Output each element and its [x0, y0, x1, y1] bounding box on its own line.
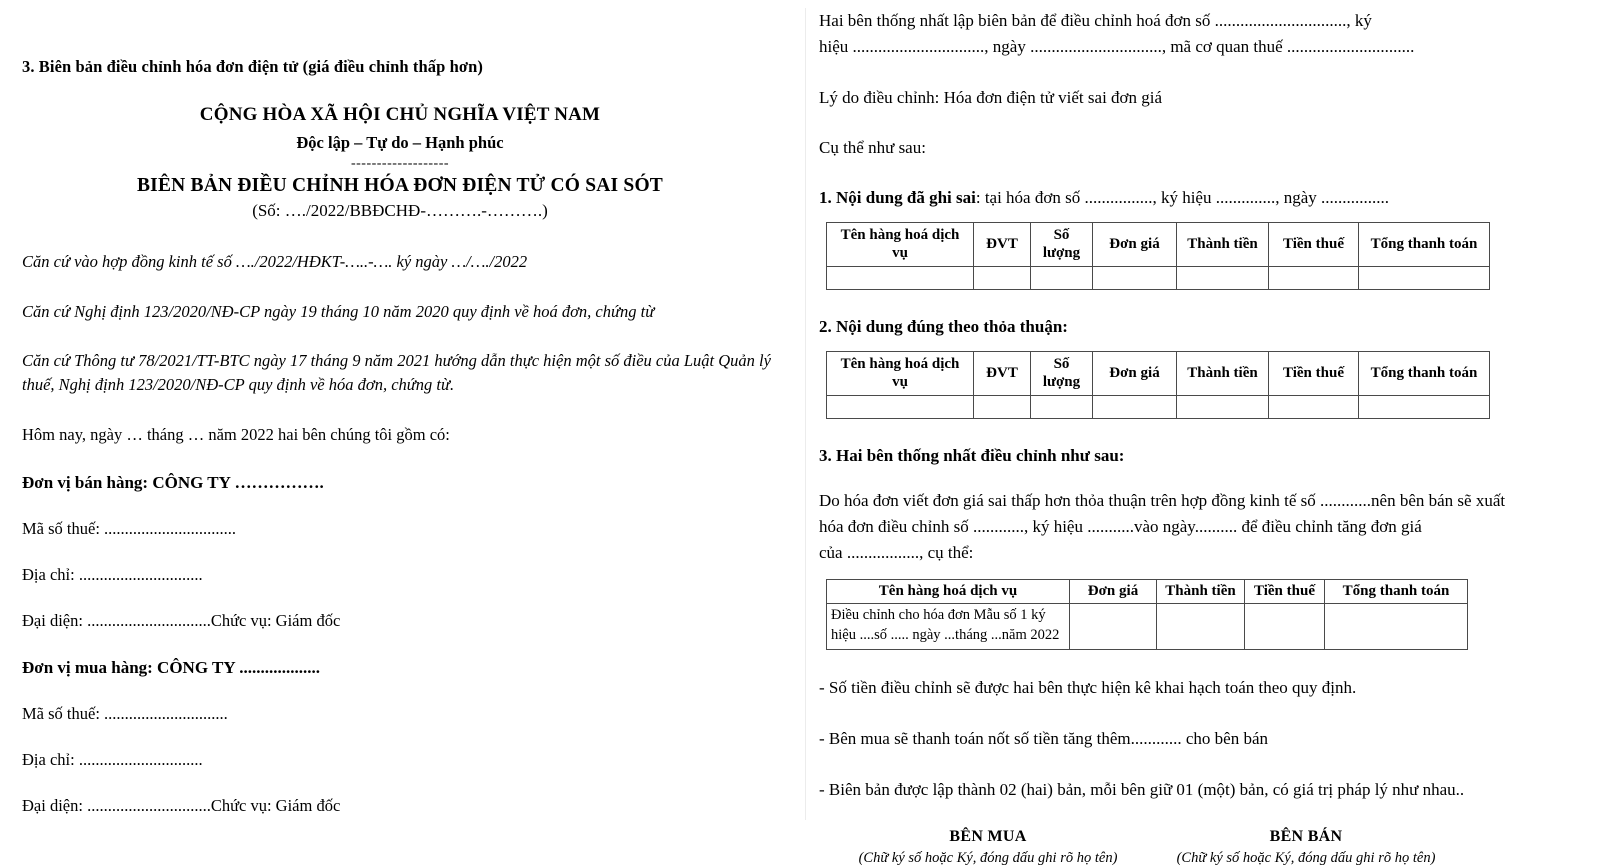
page-title: BIÊN BẢN ĐIỀU CHỈNH HÓA ĐƠN ĐIỆN TỬ CÓ SAI SÓT — [136, 175, 664, 197]
table-row — [827, 267, 1490, 290]
reason-line: Lý do điều chỉnh: Hóa đơn điện tử viết sai đơn giá — [819, 87, 1163, 107]
table-cell — [1177, 267, 1269, 290]
table-cell — [1269, 396, 1359, 419]
column-header: Thành tiền — [1177, 223, 1269, 267]
section-1-heading — [819, 188, 1586, 208]
table-cell — [1031, 267, 1093, 290]
column-header: Tiền thuế — [1269, 223, 1359, 267]
detail-intro-line: Cụ thể như sau: — [819, 138, 926, 158]
table-cell — [1359, 267, 1490, 290]
table-cell — [1269, 267, 1359, 290]
column-header: Thành tiền — [1177, 352, 1269, 396]
table-row — [827, 604, 1468, 650]
column-header: Thành tiền — [1157, 579, 1245, 604]
column-header: Số lượng — [1031, 352, 1093, 396]
separator-dashes: ------------------- — [350, 156, 450, 171]
signature-row — [819, 828, 1586, 867]
table-cell — [827, 396, 974, 419]
section-3-heading: 3. Hai bên thống nhất điều chỉnh như sau: — [819, 446, 1125, 466]
column-header: Đơn giá — [1093, 223, 1177, 267]
buyer-address: Địa chỉ: .............................. — [22, 750, 203, 770]
column-header: ĐVT — [974, 223, 1031, 267]
buyer-party-line: Đơn vị mua hàng: CÔNG TY ................... — [22, 658, 320, 678]
seller-representative: Đại diện: ..............................Chức vụ: Giám đốc — [22, 611, 341, 631]
section-3-table — [826, 579, 1468, 651]
column-header: Tổng thanh toán — [1325, 579, 1468, 604]
section-3-body-line-1: Do hóa đơn viết đơn giá sai thấp hơn thỏa thuận trên hợp đồng kinh tế số ............nên bên bán sẽ xuất — [819, 491, 1506, 511]
section-heading: 3. Biên bản điều chỉnh hóa đơn điện tử (giá điều chỉnh thấp hơn) — [22, 57, 483, 76]
table-cell — [1359, 396, 1490, 419]
table-cell — [1093, 396, 1177, 419]
document-header-block — [22, 104, 778, 221]
section-3-body-line-3: của ................., cụ thể: — [819, 542, 974, 562]
section-1-rest: : tại hóa đơn số ................, ký hiệu .............., ngày ................ — [975, 188, 1390, 208]
table-cell-item-description: Điều chỉnh cho hóa đơn Mẫu số 1 ký hiệu ....số ..... ngày ...tháng ...năm 2022 — [827, 604, 1070, 650]
buyer-representative: Đại diện: ..............................Chức vụ: Giám đốc — [22, 796, 341, 816]
column-header: Số lượng — [1031, 223, 1093, 267]
table-cell — [1070, 604, 1157, 650]
buyer-tax-code: Mã số thuế: .............................. — [22, 704, 228, 724]
section-1-label: 1. Nội dung đã ghi sai — [819, 188, 976, 208]
seller-party-line: Đơn vị bán hàng: CÔNG TY ……………. — [22, 473, 324, 493]
document-number: (Số: …./2022/BBĐCHĐ-……….-……….) — [252, 201, 548, 221]
bullet-item: - Bên mua sẽ thanh toán nốt số tiền tăng thêm............ cho bên bán — [819, 728, 1268, 748]
table-row — [827, 396, 1490, 419]
table-cell — [1093, 267, 1177, 290]
table-header-row — [827, 352, 1490, 396]
table-cell — [1177, 396, 1269, 419]
signature-block-buyer — [829, 828, 1147, 867]
buyer-signature-title: BÊN MUA — [949, 828, 1027, 846]
table-cell — [1157, 604, 1245, 650]
table-cell — [827, 267, 974, 290]
table-cell — [1031, 396, 1093, 419]
section-2-heading: 2. Nội dung đúng theo thỏa thuận: — [819, 317, 1068, 337]
column-header: Tổng thanh toán — [1359, 223, 1490, 267]
seller-signature-note: (Chữ ký số hoặc Ký, đóng dấu ghi rõ họ tên) — [1176, 850, 1436, 867]
nation-line: CỘNG HÒA XÃ HỘI CHỦ NGHĨA VIỆT NAM — [199, 104, 601, 125]
column-header: ĐVT — [974, 352, 1031, 396]
table-cell — [1245, 604, 1325, 650]
basis-contract: Căn cứ vào hợp đồng kinh tế số …./2022/HĐKT-…..-…. ký ngày …/…./2022 — [22, 252, 528, 272]
buyer-signature-note: (Chữ ký số hoặc Ký, đóng dấu ghi rõ họ tên) — [858, 850, 1118, 867]
section-1-table — [826, 222, 1490, 290]
bullet-item: - Biên bản được lập thành 02 (hai) bản, mỗi bên giữ 01 (một) bản, có giá trị pháp lý như nhau.. — [819, 779, 1465, 799]
column-header: Tên hàng hoá dịch vụ — [827, 352, 974, 396]
table-cell — [1325, 604, 1468, 650]
right-column — [805, 0, 1600, 867]
agreement-line-1: Hai bên thống nhất lập biên bản để điều chỉnh hoá đơn số ..............................., ký — [819, 11, 1372, 30]
column-header: Đơn giá — [1070, 579, 1157, 604]
agreement-line-2: hiệu ..............................., ngày ..............................., mã cơ quan thuế .............................. — [819, 36, 1415, 56]
signature-block-seller — [1147, 828, 1465, 867]
column-header: Tên hàng hoá dịch vụ — [827, 579, 1070, 604]
column-header: Đơn giá — [1093, 352, 1177, 396]
column-header: Tiền thuế — [1245, 579, 1325, 604]
basis-circular: Căn cứ Thông tư 78/2021/TT-BTC ngày 17 tháng 9 năm 2021 hướng dẫn thực hiện một số điều của Luật Quản lý thuế, Nghị định 123/2020/NĐ-CP quy định về hóa đơn, chứng từ. — [22, 351, 771, 394]
table-cell — [974, 396, 1031, 419]
basis-decree: Căn cứ Nghị định 123/2020/NĐ-CP ngày 19 tháng 10 năm 2020 quy định về hoá đơn, chứng từ — [22, 301, 655, 321]
bullet-item: - Số tiền điều chỉnh sẽ được hai bên thực hiện kê khai hạch toán theo quy định. — [819, 678, 1357, 698]
column-header: Tiền thuế — [1269, 352, 1359, 396]
seller-address: Địa chỉ: .............................. — [22, 565, 203, 585]
column-header: Tổng thanh toán — [1359, 352, 1490, 396]
today-line: Hôm nay, ngày … tháng … năm 2022 hai bên chúng tôi gồm có: — [22, 425, 450, 445]
seller-tax-code: Mã số thuế: ................................ — [22, 519, 237, 539]
seller-signature-title: BÊN BÁN — [1269, 828, 1343, 846]
column-header: Tên hàng hoá dịch vụ — [827, 223, 974, 267]
left-column — [0, 0, 800, 825]
table-cell — [974, 267, 1031, 290]
motto-line: Độc lập – Tự do – Hạnh phúc — [296, 133, 504, 152]
table-header-row — [827, 579, 1468, 604]
section-2-table — [826, 351, 1490, 419]
table-header-row — [827, 223, 1490, 267]
section-3-body-line-2: hóa đơn điều chỉnh số ............, ký hiệu ...........vào ngày.......... để điều chỉnh tăng đơn giá — [819, 517, 1422, 537]
